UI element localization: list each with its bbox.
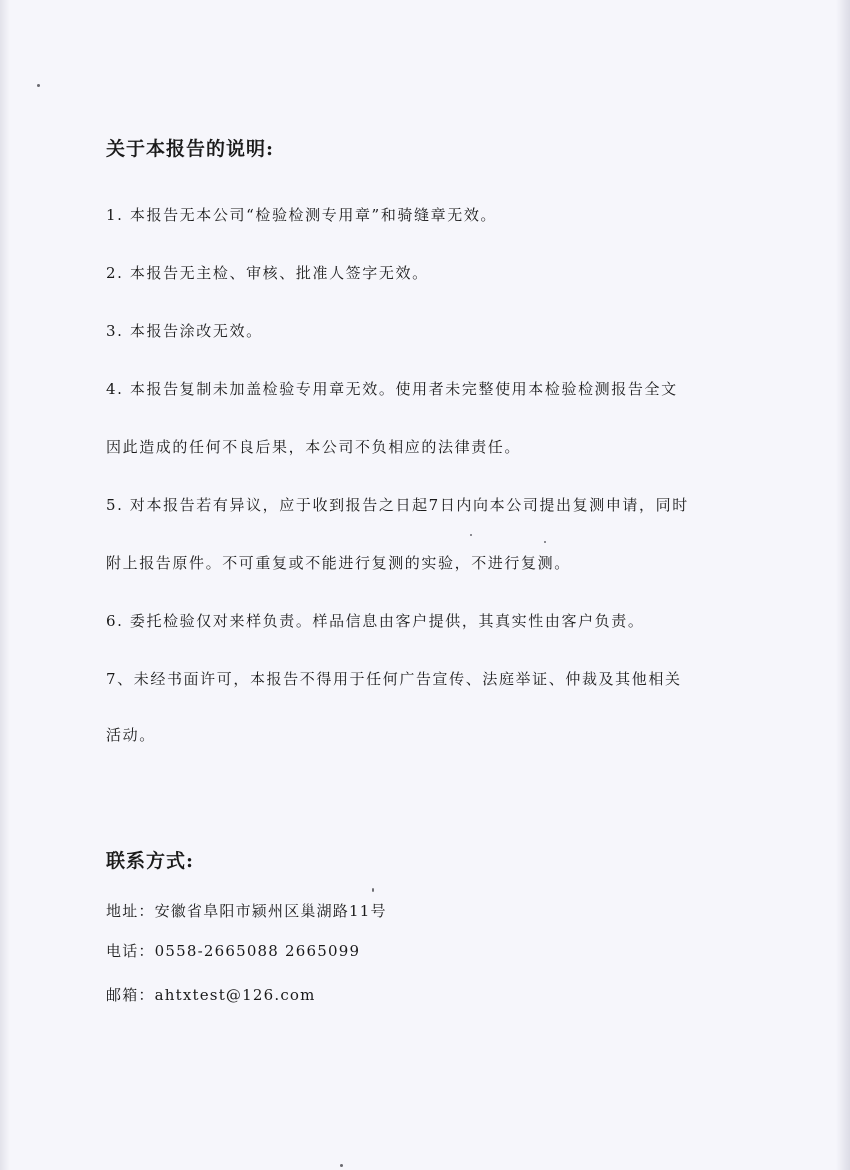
contact-email: 邮箱：ahtxtest@126.com [106,986,316,1004]
scan-speck [37,84,40,87]
scan-speck [544,541,546,543]
scan-edge-right [836,0,850,1170]
scan-edge-left [0,0,10,1170]
notes-title: 关于本报告的说明: [106,138,275,160]
note-item-5-line-2: 附上报告原件。不可重复或不能进行复测的实验，不进行复测。 [106,554,571,572]
scan-speck [340,1164,343,1167]
note-item-7-line-2: 活动。 [106,726,156,744]
note-item-6: 6. 委托检验仅对来样负责。样品信息由客户提供，其真实性由客户负责。 [106,612,645,630]
note-item-4-line-2: 因此造成的任何不良后果，本公司不负相应的法律责任。 [106,438,522,456]
note-item-3: 3. 本报告涂改无效。 [106,322,263,340]
note-item-1: 1. 本报告无本公司“检验检测专用章”和骑缝章无效。 [106,206,498,224]
contact-address: 地址：安徽省阜阳市颍州区巢湖路11号 [106,902,387,920]
note-item-7-line-1: 7、未经书面许可，本报告不得用于任何广告宣传、法庭举证、仲裁及其他相关 [106,670,682,688]
note-item-4-line-1: 4. 本报告复制未加盖检验专用章无效。使用者未完整使用本检验检测报告全文 [106,380,678,398]
scan-speck [470,534,472,536]
note-item-5-line-1: 5. 对本报告若有异议，应于收到报告之日起7日内向本公司提出复测申请，同时 [106,496,689,514]
scan-speck [372,888,374,892]
note-item-2: 2. 本报告无主检、审核、批准人签字无效。 [106,264,429,282]
contact-title: 联系方式: [106,850,195,872]
contact-phone: 电话：0558-2665088 2665099 [106,942,361,960]
